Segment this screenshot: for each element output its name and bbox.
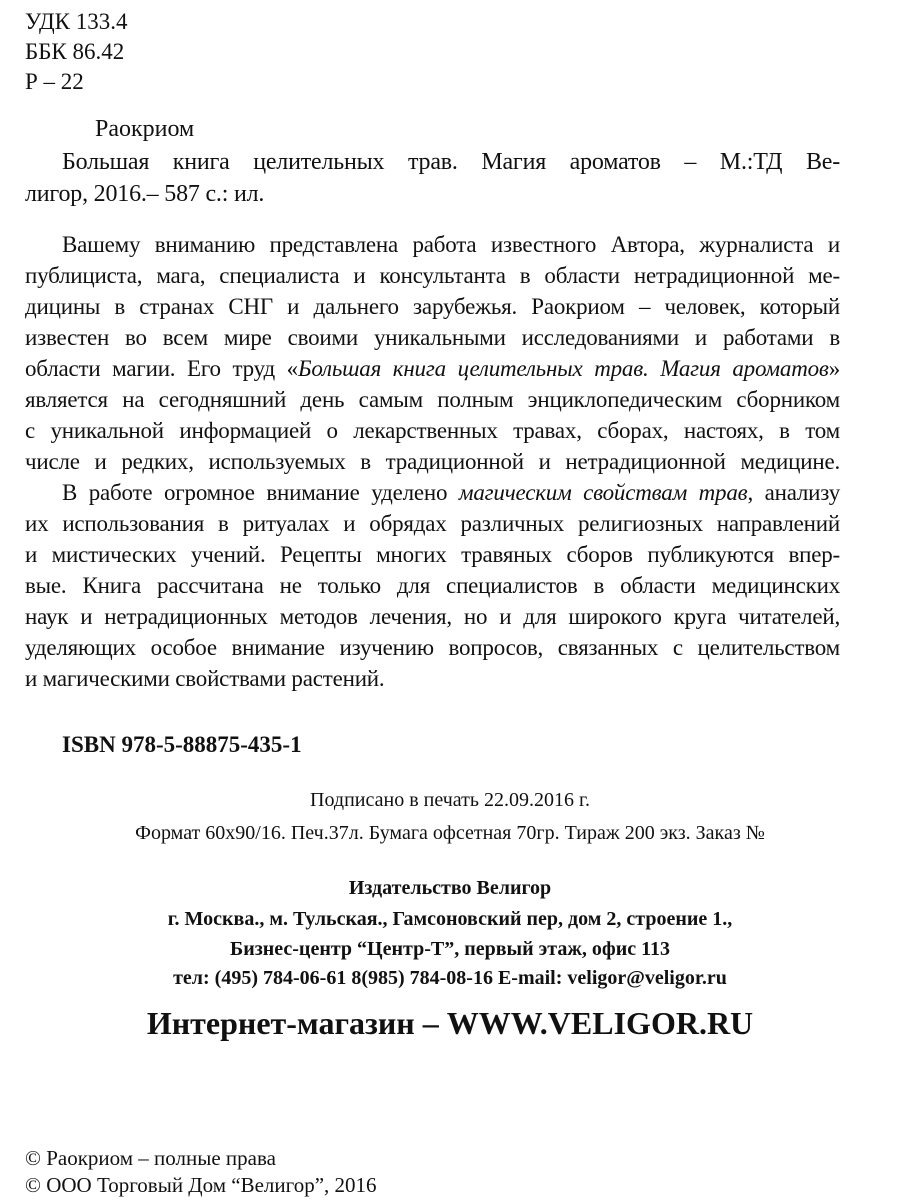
publisher-address: Бизнес-центр “Центр-Т”, первый этаж, офис 113	[229, 938, 671, 960]
bbk-code: ББК 86.42	[25, 39, 125, 64]
author-name: Раокриом	[95, 116, 195, 142]
text: »	[828, 356, 840, 381]
online-shop-link[interactable]: Интернет-магазин – WWW.VELIGOR.RU	[146, 1005, 754, 1041]
book-title-line: лигор, 2016.– 587 с.: ил.	[25, 181, 265, 207]
annotation-line: вые. Книга рассчитана не только для специалистов в области медицинских	[25, 573, 840, 598]
udk-code: УДК 133.4	[25, 9, 128, 34]
isbn: ISBN 978-5-88875-435-1	[62, 732, 302, 757]
annotation-line: их использования в ритуалах и обрядах различных религиозных направлений	[25, 511, 840, 536]
book-title-italic: Большая книга целительных трав. Магия ароматов	[297, 356, 829, 381]
annotation-line: и мистических учений. Рецепты многих травяных сборов публикуются впер-	[25, 542, 840, 567]
annotation-line: известен во всем мире своими уникальными исследованиями и работами в	[25, 325, 840, 350]
annotation-line: является на сегодняшний день самым полным энциклопедическим сборником	[25, 387, 840, 412]
annotation-line: и магическими свойствами растений.	[25, 666, 385, 691]
annotation-line: дицины в странах СНГ и дальнего зарубежья. Раокриом – человек, который	[25, 294, 840, 319]
text: В работе огромное внимание уделено	[62, 480, 459, 505]
print-format: Формат 60х90/16. Печ.37л. Бумага офсетная 70гр. Тираж 200 экз. Заказ №	[135, 822, 765, 844]
annotation-line	[62, 477, 840, 508]
publisher-contacts: тел: (495) 784-06-61 8(985) 784-08-16 E-mail: veligor@veligor.ru	[173, 967, 727, 989]
annotation-line: уделяющих особое внимание изучению вопросов, связанных с целительством	[25, 635, 840, 660]
text: области магии. Его труд «	[25, 356, 298, 381]
signed-to-print: Подписано в печать 22.09.2016 г.	[310, 789, 590, 811]
author-mark: Р – 22	[25, 69, 84, 94]
annotation-line: публициста, мага, специалиста и консультанта в области нетрадиционной ме-	[25, 263, 840, 288]
author-copyright: © Раокриом – полные права	[25, 1146, 276, 1170]
annotation-line: Вашему вниманию представлена работа известного Автора, журналиста и	[62, 232, 840, 257]
publisher-address: г. Москва., м. Тульская., Гамсоновский пер, дом 2, строение 1.,	[167, 908, 733, 930]
text: , анализу	[747, 480, 840, 505]
publisher-name: Издательство Велигор	[348, 877, 552, 899]
annotation-line: числе и редких, используемых в традиционной и нетрадиционной медицине.	[25, 449, 840, 474]
annotation-line	[25, 353, 840, 384]
emphasis-italic: магическим свойствам трав	[458, 480, 748, 505]
book-title-line: Большая книга целительных трав. Магия ароматов – М.:ТД Ве-	[62, 149, 840, 175]
publisher-copyright: © ООО Торговый Дом “Велигор”, 2016	[25, 1173, 377, 1197]
annotation-line: наук и нетрадиционных методов лечения, но и для широкого круга читателей,	[25, 604, 840, 629]
annotation-line: с уникальной информацией о лекарственных травах, сборах, настоях, в том	[25, 418, 840, 443]
